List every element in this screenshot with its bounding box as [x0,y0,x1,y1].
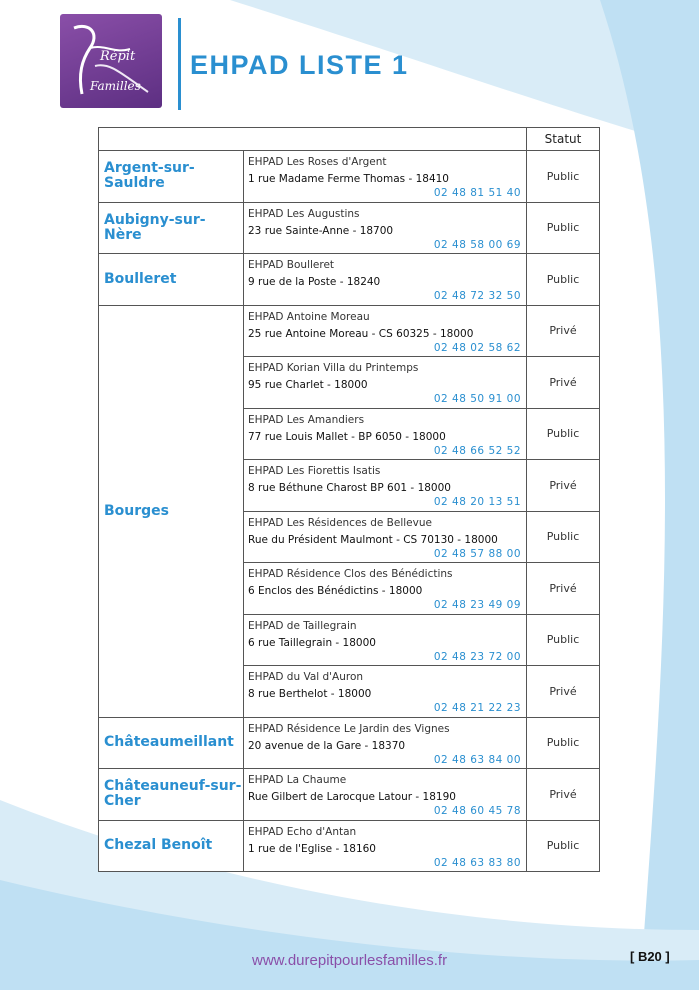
info-cell [244,357,527,409]
status-cell: Public [527,254,600,306]
info-cell [244,151,527,203]
table-row [99,820,600,872]
ehpad-address: 8 rue Béthune Charost BP 601 - 18000 [248,482,451,494]
info-cell [244,769,527,821]
ehpad-address: 9 rue de la Poste - 18240 [248,276,381,288]
ehpad-name: EHPAD Boulleret [248,259,335,271]
table-row [99,717,600,769]
ehpad-address: Rue Gilbert de Larocque Latour - 18190 [248,791,456,803]
ehpad-table [98,127,600,872]
ehpad-address: 77 rue Louis Mallet - BP 6050 - 18000 [248,430,446,443]
ehpad-phone: 02 48 63 83 80 [433,856,521,869]
ehpad-name: EHPAD Les Fiorettis Isatis [248,465,381,477]
svg-text:Répit: Répit [100,49,136,64]
ehpad-phone: 02 48 60 45 78 [433,805,521,817]
ehpad-phone: 02 48 57 88 00 [433,547,521,560]
ehpad-phone: 02 48 72 32 50 [433,290,521,302]
table-header-row [99,128,600,151]
status-cell: Privé [527,769,600,821]
ehpad-name: EHPAD Résidence Clos des Bénédictins [248,568,453,580]
ehpad-name: EHPAD du Val d'Auron [248,671,364,683]
info-cell [244,666,527,718]
ehpad-address: Rue du Président Maulmont - CS 70130 - 18000 [248,533,498,546]
info-cell [244,511,527,563]
ehpad-name: EHPAD Les Résidences de Bellevue [248,516,432,529]
status-cell: Public [527,151,600,203]
ehpad-phone: 02 48 66 52 52 [433,444,521,457]
status-cell: Public [527,614,600,666]
city-cell: Argent-sur-Sauldre [99,151,244,203]
ehpad-phone: 02 48 20 13 51 [433,496,521,508]
status-cell: Privé [527,666,600,718]
city-cell: Châteauneuf-sur-Cher [99,769,244,821]
city-cell: Châteaumeillant [99,717,244,769]
ehpad-address: 20 avenue de la Gare - 18370 [248,739,406,752]
ehpad-phone: 02 48 02 58 62 [433,341,521,354]
status-cell: Public [527,202,600,254]
city-cell: Bourges [99,305,244,717]
logo [60,14,162,108]
status-cell: Privé [527,563,600,615]
info-cell [244,563,527,615]
city-cell: Boulleret [99,254,244,306]
info-cell [244,254,527,306]
logo-graphic [60,14,162,108]
ehpad-address: 8 rue Berthelot - 18000 [248,688,372,700]
ehpad-phone: 02 48 50 91 00 [433,393,521,405]
city-cell: Aubigny-sur-Nère [99,202,244,254]
info-cell [244,408,527,460]
ehpad-phone: 02 48 23 49 09 [433,599,521,611]
status-cell: Public [527,408,600,460]
table-row [99,151,600,203]
ehpad-address: 1 rue de l'Eglise - 18160 [248,842,376,855]
ehpad-address: 6 Enclos des Bénédictins - 18000 [248,585,423,597]
table-row [99,202,600,254]
ehpad-name: EHPAD Les Roses d'Argent [248,156,387,168]
ehpad-phone: 02 48 63 84 00 [433,753,521,766]
status-cell: Public [527,511,600,563]
ehpad-address: 6 rue Taillegrain - 18000 [248,636,376,649]
city-cell: Chezal Benoît [99,820,244,872]
info-cell [244,614,527,666]
table-row [99,305,600,357]
svg-text:Familles: Familles [90,79,141,93]
page-title: EHPAD LISTE 1 [190,50,409,80]
info-cell [244,820,527,872]
info-cell [244,305,527,357]
ehpad-phone: 02 48 23 72 00 [433,650,521,663]
ehpad-name: EHPAD Echo d'Antan [248,825,357,838]
ehpad-name: EHPAD Les Augustins [248,207,360,220]
status-cell: Privé [527,357,600,409]
status-cell: Public [527,820,600,872]
ehpad-name: EHPAD de Taillegrain [248,619,357,632]
status-cell: Privé [527,305,600,357]
status-header: Statut [527,128,600,151]
info-cell [244,202,527,254]
ehpad-address: 95 rue Charlet - 18000 [248,379,368,391]
status-cell: Privé [527,460,600,512]
ehpad-phone: 02 48 58 00 69 [433,238,521,251]
ehpad-name: EHPAD Antoine Moreau [248,310,370,323]
header-cell-empty [99,128,527,151]
info-cell [244,717,527,769]
ehpad-name: EHPAD Les Amandiers [248,413,365,426]
ehpad-address: 25 rue Antoine Moreau - CS 60325 - 18000 [248,327,474,340]
title-divider [178,18,181,110]
ehpad-name: EHPAD La Chaume [248,774,347,786]
ehpad-address: 23 rue Sainte-Anne - 18700 [248,224,394,237]
table-row [99,254,600,306]
status-cell: Public [527,717,600,769]
website-link[interactable]: www.durepitpourlesfamilles.fr [252,952,448,969]
page-number: [ B20 ] [630,949,670,964]
info-cell [244,460,527,512]
ehpad-phone: 02 48 21 22 23 [433,702,521,714]
table-row [99,769,600,821]
ehpad-name: EHPAD Résidence Le Jardin des Vignes [248,722,450,735]
ehpad-address: 1 rue Madame Ferme Thomas - 18410 [248,173,449,185]
ehpad-name: EHPAD Korian Villa du Printemps [248,362,419,374]
ehpad-phone: 02 48 81 51 40 [433,187,521,199]
